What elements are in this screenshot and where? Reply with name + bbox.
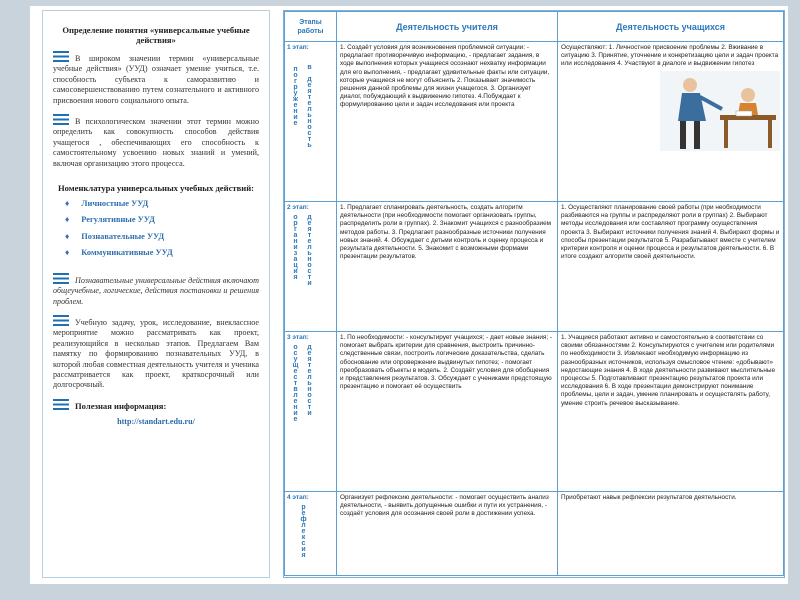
definition-paragraph-1: В широком значении термин «универсальные учебные действия» (УУД) означает умение учиться, т.е. способность субъекта к саморазвитию и самосовершенствованию путем сознательного и активного присвоения нового социального опыта.: [53, 51, 259, 106]
students-cell: 1. Осуществляют планирование своей работы (при необходимости разбиваются на группы и распределяют роли в группах) 2. Выбирают методы исследования или составляют программу осуществления проекта 3. Выбирают источники получения знаний 4. Выбирают формы и способы презентации результатов 5. Разрабатывают вместе с учителем критерии контроля и оценки процесса и результатов деятельности. 6. В итоге создают алгоритм своей деятельности.: [558, 202, 784, 332]
table-row: [285, 492, 784, 576]
stage-name: деятельности: [306, 344, 313, 416]
bullet-icon: ♦: [65, 231, 70, 241]
project-paragraph: Учебную задачу, урок, исследование, внеклассное мероприятие можно рассматривать как проект, реализующийся в несколько этапов. Предлагаем Вам памятку по формированию познавательных УУД, в которой любая совместная деятельность учителя и ученика рассматривается как проект, краткосрочный или долгосрочный.: [53, 315, 259, 391]
students-cell: Осуществляют: 1. Личностное присвоение проблемы 2. Вживание в ситуацию 3. Принятие, уточнение и конкретизацию цели и задач проекта или исследования 4. Участвуют в диалоге и выдвижении гипотез: [558, 42, 784, 202]
stage-cell: 2 этап: организация деятельности: [285, 202, 337, 332]
teacher-cell: 1. Создаёт условия для возникновения проблемной ситуации: - предлагает противоречивую информацию, - предлагает задания, в ходе выполнения которых учащиеся осознают нехватку информации для его выполнения, - предлагает удивительные факты или ситуации, которые учащиеся не могут объяснить 2. Показывает значимость решения данной проблемы для жизни учащегося. 3. Организует диалог, побуждающий к выдвижению гипотез. 4.Побуждает к формулированию цели и задач исследования или проекта: [337, 42, 558, 202]
students-cell: Приобретают навык рефлексии результатов деятельности.: [558, 492, 784, 576]
stages-table-panel: [283, 10, 785, 578]
stage-name: деятельности: [306, 214, 313, 286]
book-icon: [53, 315, 69, 326]
bullet-icon: ♦: [65, 199, 70, 209]
stage-cell: 4 этап: рефлексия: [285, 492, 337, 576]
book-icon: [53, 114, 69, 125]
bullet-icon: ♦: [65, 248, 70, 258]
nomenclature-title: Номенклатура универсальных учебных действий:: [57, 183, 255, 194]
nomenclature-list: [53, 199, 259, 259]
stage-name: организация: [292, 214, 299, 280]
list-item: ♦ Коммуникативные УУД: [65, 248, 173, 258]
stage-cell: 1 этап: погружение в деятельность: [285, 42, 337, 202]
table-row: [285, 202, 784, 332]
book-icon: [53, 51, 69, 62]
definition-paragraph-2: В психологическом значении этот термин можно определить как совокупность способов действия учащегося , обеспечивающих его способность к самостоятельному усвоению новых знаний и умений, включая организацию этого процесса.: [53, 114, 259, 169]
header-students: Деятельность учащихся: [558, 12, 784, 42]
stages-table: [284, 11, 784, 576]
list-item: ♦ Личностные УУД: [65, 199, 149, 209]
header-stages: Этапы работы: [285, 12, 337, 42]
stage-name: в деятельность: [306, 64, 313, 148]
list-item: ♦ Познавательные УУД: [65, 231, 165, 241]
teacher-student-illustration: [660, 71, 780, 151]
teacher-cell: 1. Предлагает спланировать деятельность, создать алгоритм деятельности (при необходимости помогает организовать группы, распределить роли в группах). 2. Знакомит учащихся с разнообразием методов работы. 3. Предлагает разнообразные источники получения новых знаний. 4. Обсуждает с детьми контроль и оценку процесса и результата деятельности. 5. Знакомит с возможными формами презентации результатов.: [337, 202, 558, 332]
teacher-cell: Организует рефлексию деятельности: - помогает осуществить анализ деятельности, - выявить допущенные ошибки и пути их устранения, - создаёт условия для осознания своей роли в достижении успеха.: [337, 492, 558, 576]
table-row: [285, 332, 784, 492]
teacher-cell: 1. По необходимости: - консультирует учащихся; - дает новые знания; - помогает выбрать критерии для сравнения, выстроить причинно-следственные связи, построить логические доказательства, сделать обоснование или опровержение выдвинутых гипотез; - помогает преобразовать объекты в модель. 2. Создаёт условия для обобщения и представления результатов. 3. Обсуждает с учениками предстоящую презентацию и помогает её осуществить: [337, 332, 558, 492]
useful-link[interactable]: http://standart.edu.ru/: [117, 416, 195, 426]
stage-name: осуществление: [292, 344, 299, 422]
header-teacher: Деятельность учителя: [337, 12, 558, 42]
table-row: [285, 42, 784, 202]
students-cell: 1. Учащиеся работают активно и самостоятельно в соответствии со своими обязанностями 2. Консультируются с учителем или родителями по необходимости 3. Извлекают необходимую информацию из разнообразных источников, используя смысловое чтение: «добывают» недостающие знания 4. В ходе деятельности развивают мыслительные процессы 5. Подготавливают презентацию результатов проекта или исследования 6. В ходе презентации демонстрируют понимание проблемы, цели и задач, умение планировать и осуществлять работу, умение строить речевое высказывание.: [558, 332, 784, 492]
stage-cell: 3 этап: осуществление деятельности: [285, 332, 337, 492]
bullet-icon: ♦: [65, 215, 70, 225]
stage-name: погружение: [292, 66, 299, 126]
book-icon: [53, 399, 69, 410]
stage-name: рефлексия: [300, 504, 307, 558]
useful-info-title: Полезная информация:: [53, 399, 259, 411]
left-info-panel: [42, 10, 270, 578]
cognitive-paragraph: Познавательные универсальные действия включают общеучебные, логические, действия постановки и решения проблем.: [53, 273, 259, 307]
definition-title: Определение понятия «универсальные учебные действия»: [62, 25, 250, 45]
book-icon: [53, 273, 69, 284]
list-item: ♦ Регулятивные УУД: [65, 215, 155, 225]
